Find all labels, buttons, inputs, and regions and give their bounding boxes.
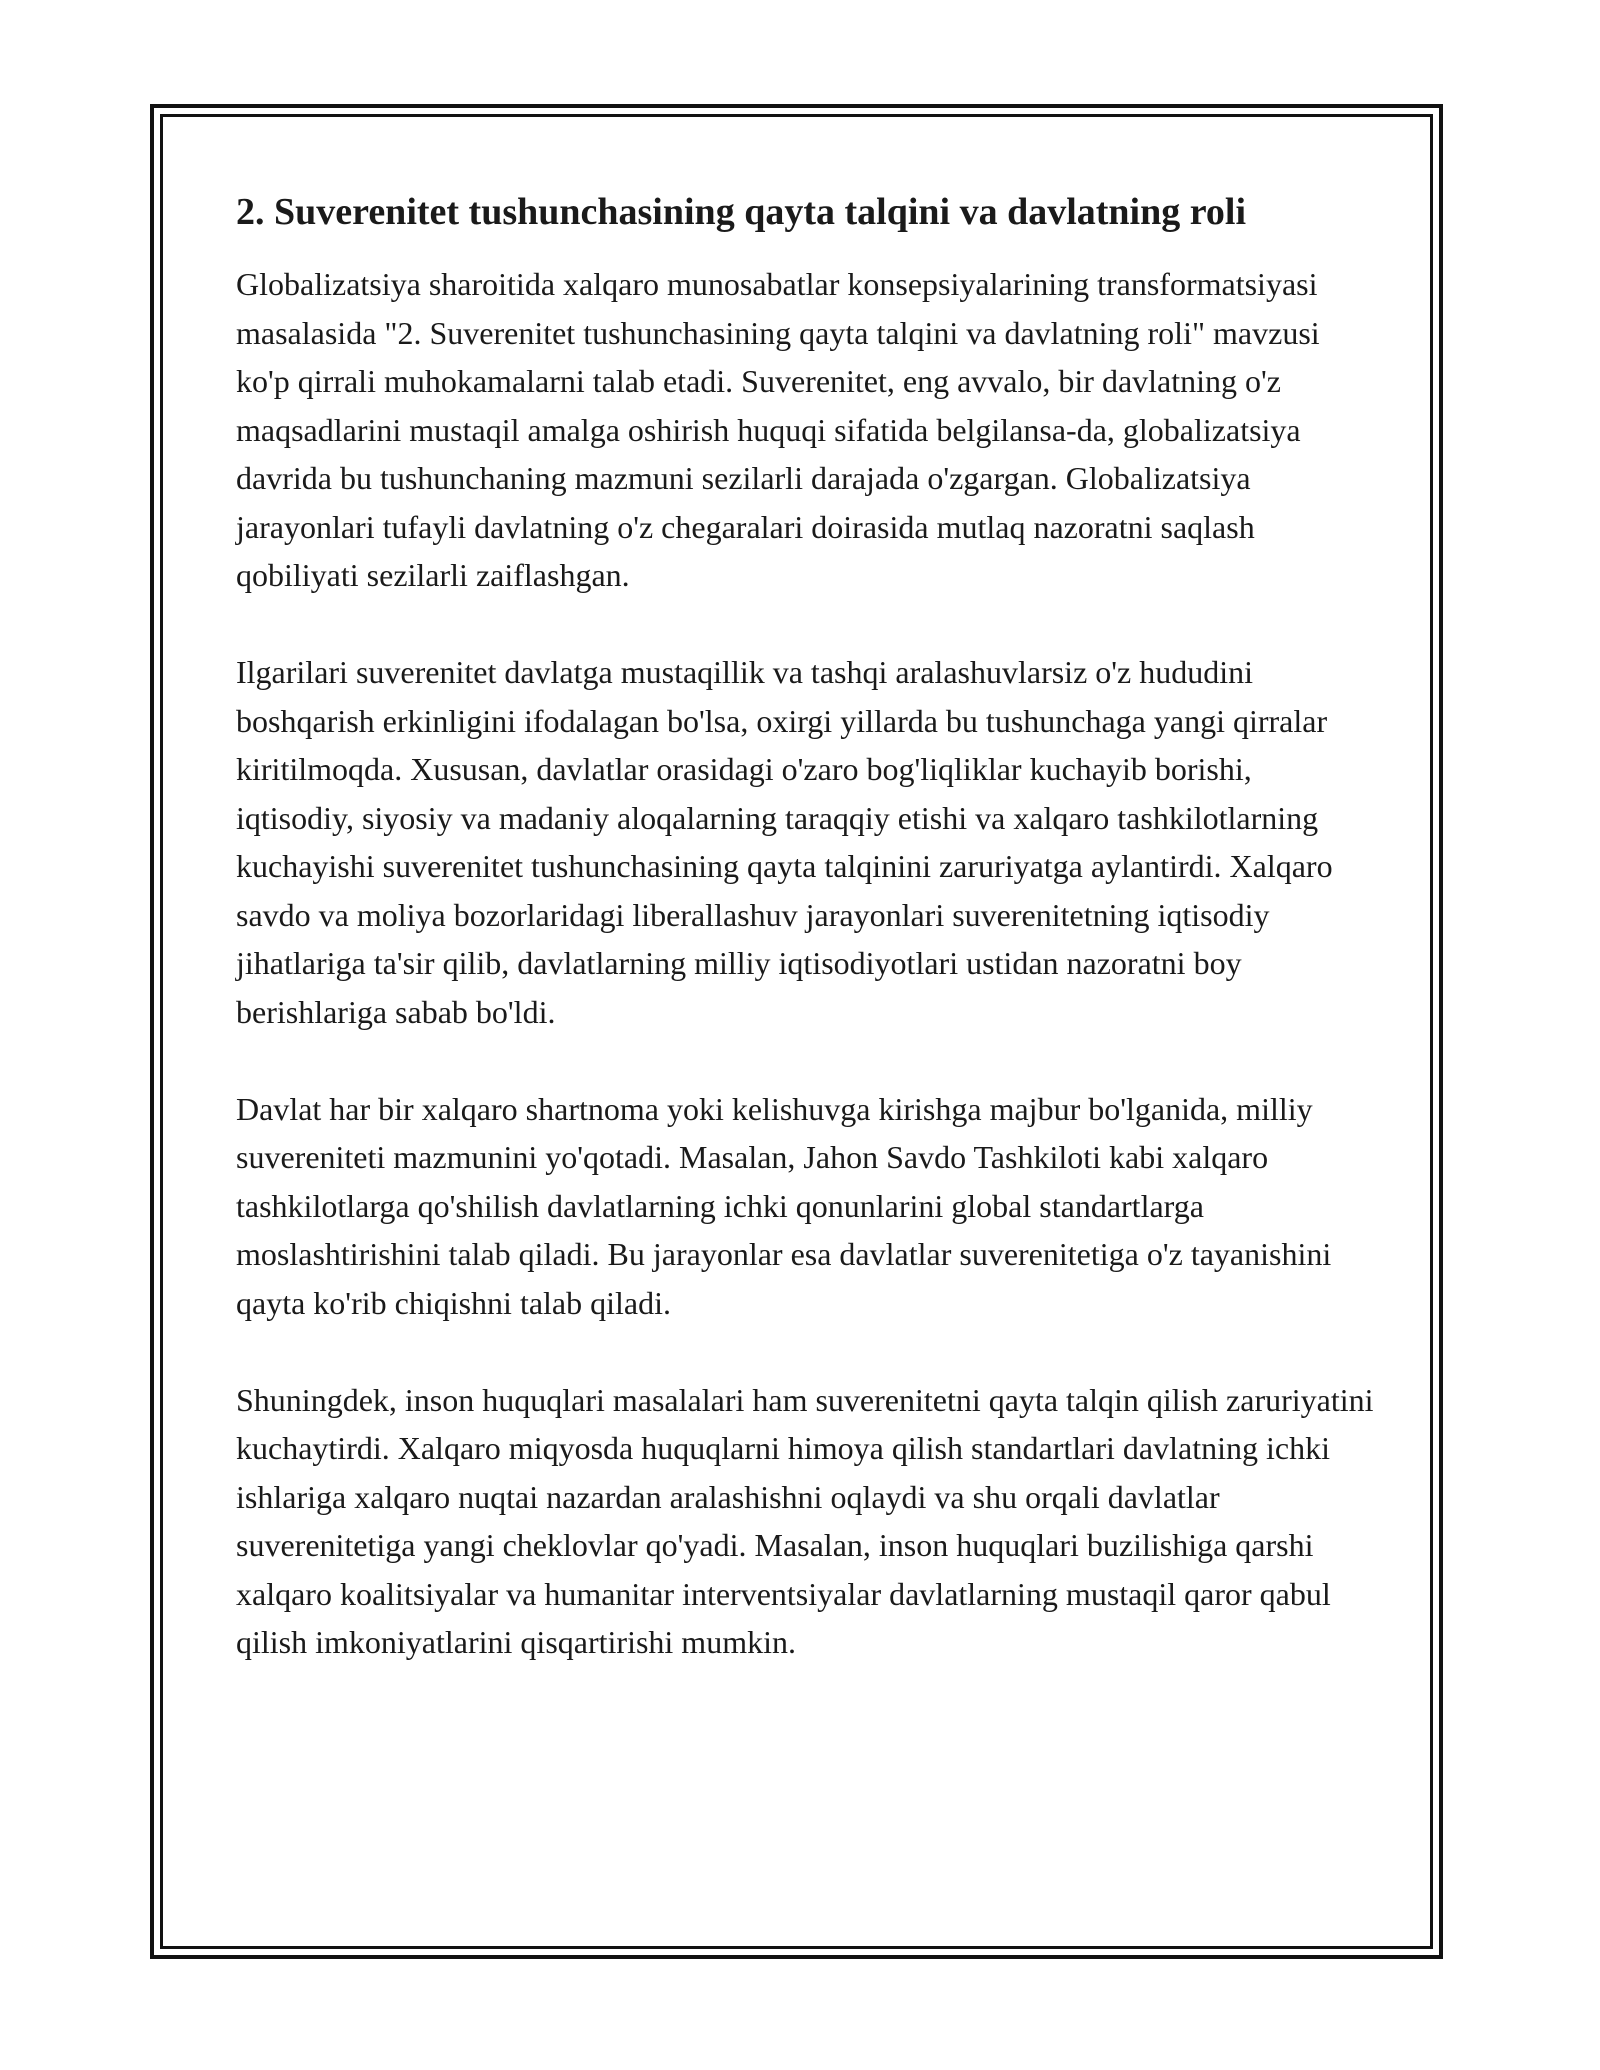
document-body (236, 186, 1376, 1667)
paragraph-1: Globalizatsiya sharoitida xalqaro munosabatlar konsepsiyalarining transformatsiyasi masalasida "2. Suverenitet tushunchasining qayta talqini va davlatning roli" mavzusi ko'p qirrali muhokamalarni talab etadi. Suverenitet, eng avvalo, bir davlatning o'z maqsadlarini mustaqil amalga oshirish huquqi sifatida belgilansa-da, globalizatsiya davrida bu tushunchaning mazmuni sezilarli darajada o'zgargan. Globalizatsiya jarayonlari tufayli davlatning o'z chegaralari doirasida mutlaq nazoratni saqlash qobiliyati sezilarli zaiflashgan. (236, 266, 1320, 593)
paragraph-3: Davlat har bir xalqaro shartnoma yoki kelishuvga kirishga majbur bo'lganida, milliy suvereniteti mazmunini yo'qotadi. Masalan, Jahon Savdo Tashkiloti kabi xalqaro tashkilotlarga qo'shilish davlatlarning ichki qonunlarini global standartlarga moslashtirishini talab qiladi. Bu jarayonlar esa davlatlar suverenitetiga o'z tayanishini qayta ko'rib chiqishni talab qiladi. (236, 1090, 1332, 1321)
section-heading: 2. Suverenitet tushunchasining qayta talqini va davlatning roli (236, 191, 1247, 233)
paragraph-4: Shuningdek, inson huquqlari masalalari ham suverenitetni qayta talqin qilish zaruriyatini kuchaytirdi. Xalqaro miqyosda huquqlarni himoya qilish standartlari davlatning ichki ishlariga xalqaro nuqtai nazardan aralashishni oqlaydi va shu orqali davlatlar suverenitetiga yangi cheklovlar qo'yadi. Masalan, inson huquqlari buzilishiga qarshi xalqaro koalitsiyalar va humanitar interventsiyalar davlatlarning mustaqil qaror qabul qilish imkoniyatlarini qisqartirishi mumkin. (236, 1381, 1374, 1660)
paragraph-2: Ilgarilari suverenitet davlatga mustaqillik va tashqi aralashuvlarsiz o'z hududini boshqarish erkinligini ifodalagan bo'lsa, oxirgi yillarda bu tushunchaga yangi qirralar kiritilmoqda. Xususan, davlatlar orasidagi o'zaro bog'liqliklar kuchayib borishi, iqtisodiy, siyosiy va madaniy aloqalarning taraqqiy etishi va xalqaro tashkilotlarning kuchayishi suverenitet tushunchasining qayta talqinini zaruriyatga aylantirdi. Xalqaro savdo va moliya bozorlaridagi liberallashuv jarayonlari suverenitetning iqtisodiy jihatlariga ta'sir qilib, davlatlarning milliy iqtisodiyotlari ustidan nazoratni boy berishlariga sabab bo'ldi. (236, 654, 1333, 1030)
